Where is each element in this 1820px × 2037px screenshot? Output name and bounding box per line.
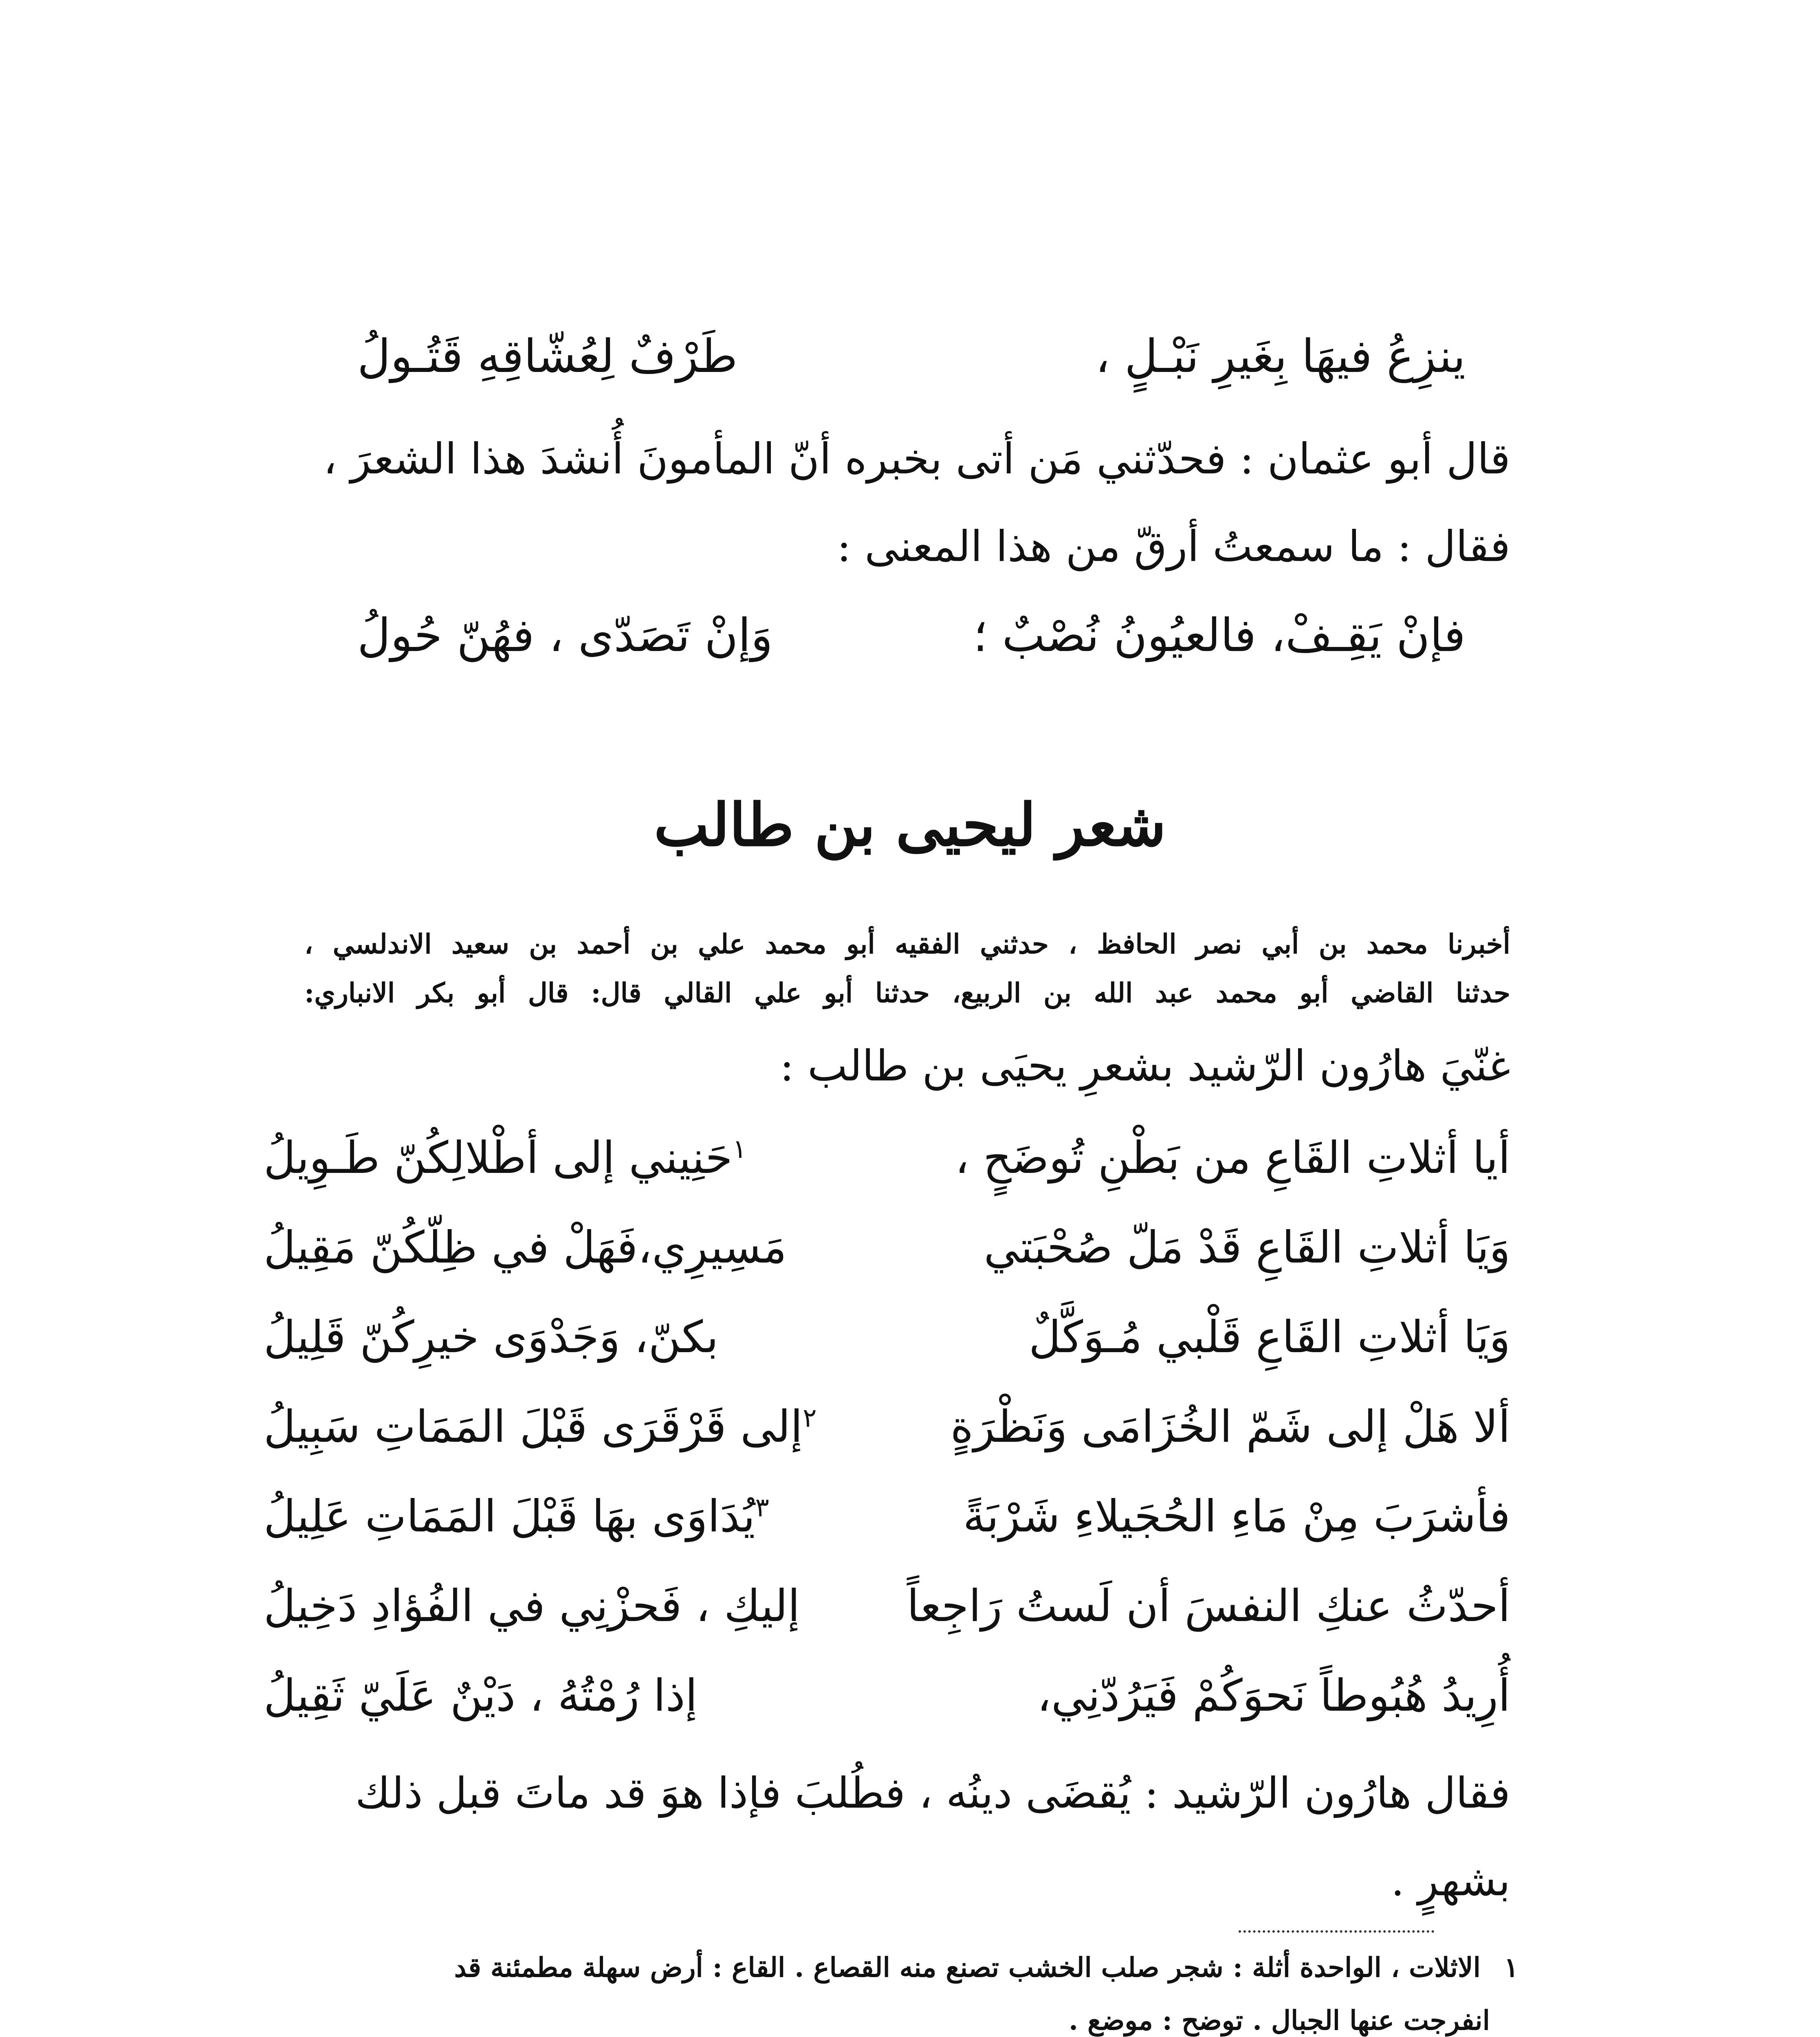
isnad-line-2: حدثنا القاضي أبو محمد عبد الله بن الربيع، حدثنا أبو علي القالي قال: قال أبو بكر الانباري: bbox=[304, 977, 1510, 1009]
poem-verse-second-hemistich-text: إلى قَرْقَرَى قَبْلَ المَمَاتِ سَبِيلُ bbox=[264, 1401, 803, 1452]
footnote-1 bbox=[454, 1951, 1519, 1983]
poem-verse-first-hemistich: أحدّثُ عنكِ النفسَ أن لَستُ رَاجِعاً bbox=[907, 1581, 1510, 1632]
poem-verse-first-hemistich: وَيَا أثلاتِ القَاعِ قَلْبي مُـوَكَّلٌ bbox=[1029, 1312, 1510, 1363]
opening-verse-second-hemistich: طَرْفٌ لِعُشّاقِهِ قَتُـولُ bbox=[357, 330, 738, 383]
closing-line-2: بشهرٍ . bbox=[1391, 1856, 1510, 1905]
poem-verse-first-hemistich: أُرِيدُ هُبُوطاً نَحوَكُمْ فَيَرُدّنِي، bbox=[1037, 1670, 1510, 1721]
footnote-separator bbox=[1239, 1930, 1434, 1933]
poem-verse bbox=[264, 1133, 1510, 1214]
footnote-marker: ١ bbox=[732, 1134, 747, 1164]
section-heading: شعر ليحيى بن طالب bbox=[654, 790, 1166, 859]
footnote-1-continuation bbox=[1069, 2004, 1490, 2036]
poem-verse-second-hemistich bbox=[264, 1133, 746, 1183]
poem-verse bbox=[264, 1401, 1510, 1483]
footnote-marker: ٢ bbox=[803, 1403, 817, 1433]
mamun-verse-second-hemistich: وَإنْ تَصَدّى ، فهُنّ حُولُ bbox=[357, 609, 773, 662]
poem-verse-second-hemistich-text: يُدَاوَى بهَا قَبْلَ المَمَاتِ عَلِيلُ bbox=[264, 1491, 755, 1542]
poem-verse-second-hemistich bbox=[264, 1491, 769, 1542]
poem-verse bbox=[264, 1670, 1510, 1752]
poem-verse-first-hemistich: ألا هَلْ إلى شَمّ الخُزَامَى وَنَظْرَةٍ bbox=[950, 1401, 1510, 1452]
footnote-text: الاثلات ، الواحدة أثلة : شجر صلب الخشب تصنع منه القصاع . القاع : أرض سهلة مطمئنة قد bbox=[454, 1951, 1481, 1983]
poem-verse-second-hemistich-text: حَنِيني إلى أطْلالِكُنّ طَـوِيلُ bbox=[264, 1133, 733, 1183]
footnote-marker: ٣ bbox=[755, 1493, 769, 1523]
footnote-number: ١ bbox=[1504, 1951, 1519, 1983]
poem-verse-first-hemistich: وَيَا أثلاتِ القَاعِ قَدْ مَلّ صُحْبَتي bbox=[984, 1222, 1510, 1273]
poem-verse bbox=[264, 1581, 1510, 1662]
poem-verse-second-hemistich: إذا رُمْتُهُ ، دَيْنٌ عَلَيّ ثَقِيلُ bbox=[264, 1670, 698, 1721]
closing-line-1: فقال هارُون الرّشيد : يُقضَى دينُه ، فطُلبَ فإذا هوَ قد ماتَ قبل ذلك bbox=[355, 1768, 1510, 1818]
poem-verse-second-hemistich bbox=[264, 1401, 816, 1452]
narration-line-2: فقال : ما سمعتُ أرقّ من هذا المعنى : bbox=[836, 521, 1510, 571]
poem-verse-second-hemistich: بكنّ، وَجَدْوَى خيرِكُنّ قَلِيلُ bbox=[264, 1312, 719, 1363]
poem-verse bbox=[264, 1222, 1510, 1304]
isnad-line-1: أخبرنا محمد بن أبي نصر الحافظ ، حدثني الفقيه أبو محمد علي بن أحمد بن سعيد الاندلسي ، bbox=[304, 928, 1510, 960]
poem-verse bbox=[264, 1312, 1510, 1393]
poem-verse-first-hemistich: أيا أثلاتِ القَاعِ من بَطْنِ تُوضَحٍ ، bbox=[955, 1133, 1510, 1183]
opening-verse bbox=[357, 330, 1466, 411]
poem-verse bbox=[264, 1491, 1510, 1573]
mamun-verse-first-hemistich: فإنْ يَقِـفْ، فالعيُونُ نُصْبٌ ؛ bbox=[973, 609, 1466, 662]
mamun-verse bbox=[357, 609, 1466, 691]
narration-line-1: قال أبو عثمان : فحدّثني مَن أتى بخبره أنّ المأمونَ أُنشدَ هذا الشعرَ ، bbox=[323, 434, 1510, 484]
poem-verse-second-hemistich: مَسِيرِي،فَهَلْ في ظِلّكُنّ مَقِيلُ bbox=[264, 1222, 787, 1273]
opening-verse-first-hemistich: ينزِعُ فيهَا بِغَيرِ نَبْـلٍ ، bbox=[1095, 330, 1466, 383]
poem-verse-first-hemistich: فأشرَبَ مِنْ مَاءِ الحُجَيلاءِ شَرْبَةً bbox=[963, 1491, 1510, 1542]
footnote-text: انفرجت عنها الجبال . توضح : موضع . bbox=[1069, 2004, 1490, 2036]
poem-verse-second-hemistich: إليكِ ، فَحزْنِي في الفُؤادِ دَخِيلُ bbox=[264, 1581, 800, 1632]
poem-introduction: غنّيَ هارُون الرّشيد بشعرِ يحيَى بن طالب : bbox=[779, 1041, 1510, 1091]
